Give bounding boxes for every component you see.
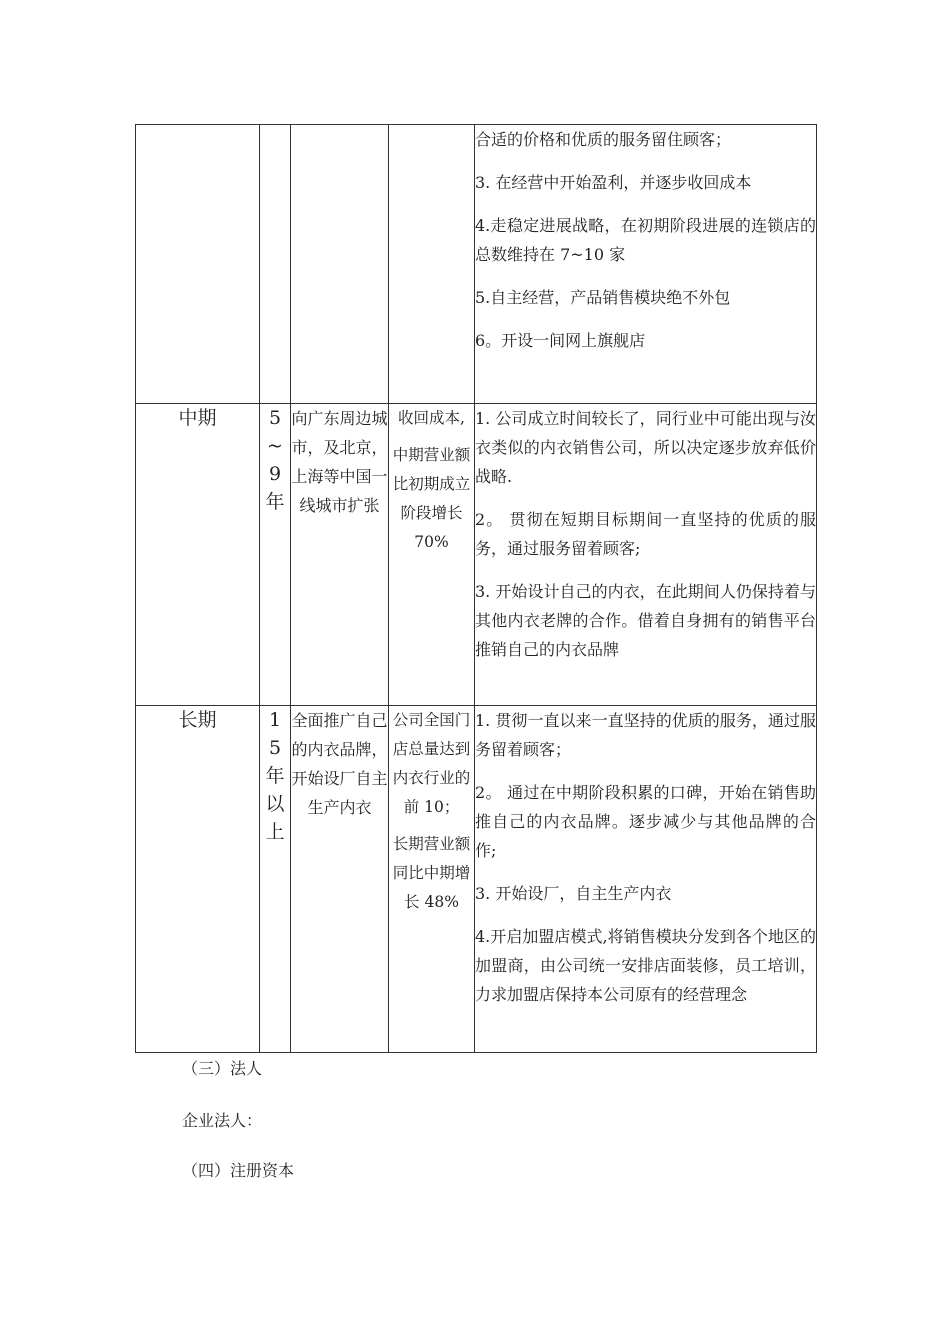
years-char: 5 — [268, 737, 282, 759]
period-cell: 中期 — [136, 404, 260, 706]
notes-cell — [475, 125, 817, 404]
note-item: 合适的价格和优质的服务留住顾客； — [475, 130, 732, 149]
years-char: ~ — [267, 435, 283, 457]
note-item: 5.自主经营，产品销售模块绝不外包 — [475, 288, 731, 307]
note-item: 3. 开始设计自己的内衣，在此期间人仍保持着与其他内衣老牌的合作。借着自身拥有的销售平台推销自己的内衣品牌 — [475, 582, 816, 659]
table-row-mid-term — [136, 404, 817, 706]
target-cell: 向广东周边城市，及北京，上海等中国一线城市扩张 — [291, 404, 389, 706]
table-row-long-term — [136, 706, 817, 1053]
development-plan-table — [135, 124, 817, 1053]
note-item: 2。 通过在中期阶段积累的口碑，开始在销售助推自己的内衣品牌。逐步减少与其他品牌的合作; — [475, 783, 816, 860]
revenue-item: 公司全国门店总量达到内衣行业的前 10； — [392, 711, 471, 816]
years-char: 5 — [268, 407, 282, 429]
years-char: 9 — [268, 463, 282, 485]
years-cell — [260, 404, 291, 706]
revenue-cell — [389, 404, 475, 706]
note-item: 2。 贯彻在短期目标期间一直坚持的优质的服务，通过服务留着顾客; — [475, 510, 816, 558]
period-cell — [136, 125, 260, 404]
years-char: 1 — [268, 709, 282, 731]
note-item: 4.走稳定进展战略，在初期阶段进展的连锁店的总数维持在 7~10 家 — [475, 216, 816, 264]
notes-cell — [475, 706, 817, 1053]
revenue-item: 收回成本, — [398, 409, 465, 427]
capital-heading: （四）注册资本 — [182, 1161, 295, 1180]
target-cell — [291, 125, 389, 404]
legal-heading: （三）法人 — [182, 1059, 263, 1078]
revenue-item: 中期营业额比初期成立阶段增长 70% — [392, 446, 471, 551]
note-item: 1. 贯彻一直以来一直坚持的优质的服务，通过服务留着顾客； — [475, 711, 816, 759]
table-row-short-term-continued — [136, 125, 817, 404]
note-item: 3. 在经营中开始盈利，并逐步收回成本 — [475, 173, 752, 192]
note-item: 6。开设一间网上旗舰店 — [475, 331, 646, 350]
revenue-cell — [389, 125, 475, 404]
period-cell: 长期 — [136, 706, 260, 1053]
years-char: 年 — [265, 491, 285, 513]
note-item: 3. 开始设厂，自主生产内衣 — [475, 884, 672, 903]
years-cell — [260, 706, 291, 1053]
notes-cell — [475, 404, 817, 706]
note-item: 1. 公司成立时间较长了，同行业中可能出现与汝衣类似的内衣销售公司，所以决定逐步放弃低价战略. — [475, 409, 816, 486]
revenue-cell — [389, 706, 475, 1053]
legal-person-line: 企业法人： — [182, 1111, 263, 1130]
years-cell — [260, 125, 291, 404]
target-cell: 全面推广自己的内衣品牌，开始设厂自主生产内衣 — [291, 706, 389, 1053]
years-char: 年 — [265, 765, 285, 787]
revenue-item: 长期营业额同比中期增长 48% — [392, 835, 471, 911]
years-char: 上 — [265, 821, 285, 843]
years-char: 以 — [265, 793, 285, 815]
note-item: 4.开启加盟店模式,将销售模块分发到各个地区的加盟商，由公司统一安排店面装修，员工培训，力求加盟店保持本公司原有的经营理念 — [475, 927, 816, 1004]
